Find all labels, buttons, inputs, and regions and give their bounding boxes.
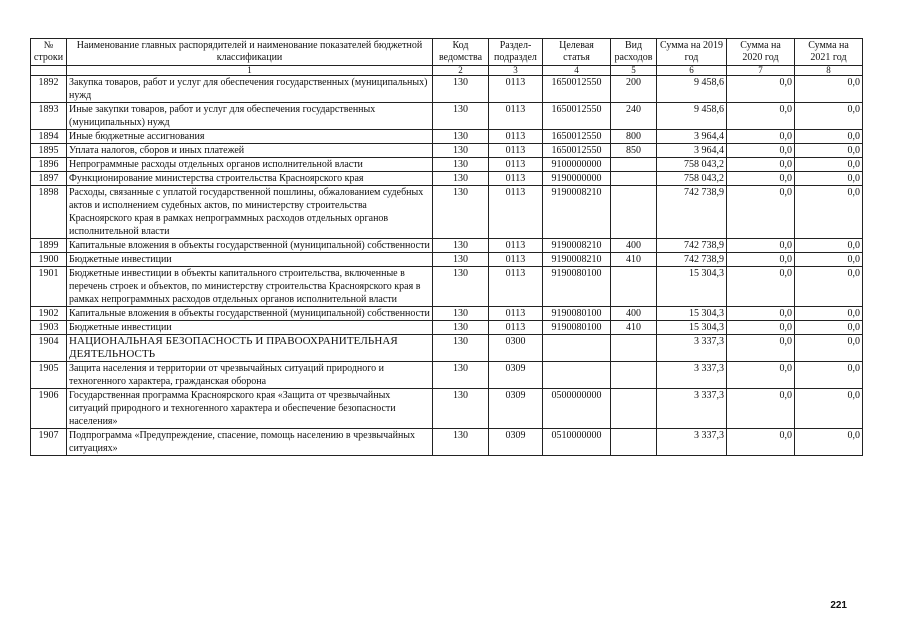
row-name: Капитальные вложения в объекты государственной (муниципальной) собственности — [67, 307, 433, 321]
sum-2019: 3 337,3 — [657, 362, 727, 389]
dept-code: 130 — [433, 130, 489, 144]
header-expense-kind: Вид расходов — [611, 39, 657, 66]
column-index-row — [31, 66, 863, 76]
row-name: Функционирование министерства строительства Красноярского края — [67, 172, 433, 186]
table-row — [31, 186, 863, 239]
column-index: 2 — [433, 66, 489, 76]
section-code: 0113 — [489, 158, 543, 172]
sum-2020: 0,0 — [727, 362, 795, 389]
sum-2019: 15 304,3 — [657, 321, 727, 335]
sum-2020: 0,0 — [727, 429, 795, 456]
sum-2019: 15 304,3 — [657, 267, 727, 307]
dept-code: 130 — [433, 186, 489, 239]
header-sum-2021: Сумма на 2021 год — [795, 39, 863, 66]
table-row — [31, 335, 863, 362]
column-index: 7 — [727, 66, 795, 76]
sum-2020: 0,0 — [727, 103, 795, 130]
target-article: 9190080100 — [543, 321, 611, 335]
sum-2021: 0,0 — [795, 103, 863, 130]
target-article — [543, 362, 611, 389]
table-row — [31, 130, 863, 144]
table-row — [31, 321, 863, 335]
table-row — [31, 158, 863, 172]
table-row — [31, 362, 863, 389]
sum-2021: 0,0 — [795, 130, 863, 144]
row-number: 1895 — [31, 144, 67, 158]
budget-table — [30, 38, 863, 456]
row-name: Государственная программа Красноярского края «Защита от чрезвычайных ситуаций природного и техногенного характера и обеспечение безопасности населения» — [67, 389, 433, 429]
sum-2021: 0,0 — [795, 389, 863, 429]
row-name: Подпрограмма «Предупреждение, спасение, помощь населению в чрезвычайных ситуациях» — [67, 429, 433, 456]
row-name: Закупка товаров, работ и услуг для обеспечения государственных (муниципальных) нужд — [67, 76, 433, 103]
column-index: 5 — [611, 66, 657, 76]
sum-2020: 0,0 — [727, 253, 795, 267]
sum-2020: 0,0 — [727, 239, 795, 253]
section-code: 0113 — [489, 267, 543, 307]
row-name: Иные бюджетные ассигнования — [67, 130, 433, 144]
expense-kind: 200 — [611, 76, 657, 103]
row-name: Уплата налогов, сборов и иных платежей — [67, 144, 433, 158]
table-row — [31, 307, 863, 321]
section-code: 0309 — [489, 362, 543, 389]
section-code: 0309 — [489, 389, 543, 429]
row-number: 1893 — [31, 103, 67, 130]
sum-2021: 0,0 — [795, 76, 863, 103]
row-number: 1894 — [31, 130, 67, 144]
row-name: Иные закупки товаров, работ и услуг для обеспечения государственных (муниципальных) нужд — [67, 103, 433, 130]
section-code: 0113 — [489, 321, 543, 335]
row-name: Бюджетные инвестиции — [67, 253, 433, 267]
dept-code: 130 — [433, 239, 489, 253]
target-article: 9190080100 — [543, 267, 611, 307]
section-code: 0113 — [489, 307, 543, 321]
sum-2019: 742 738,9 — [657, 239, 727, 253]
column-index: 4 — [543, 66, 611, 76]
column-index: 8 — [795, 66, 863, 76]
column-index: 6 — [657, 66, 727, 76]
sum-2020: 0,0 — [727, 267, 795, 307]
sum-2021: 0,0 — [795, 253, 863, 267]
sum-2021: 0,0 — [795, 144, 863, 158]
section-code: 0113 — [489, 130, 543, 144]
sum-2020: 0,0 — [727, 130, 795, 144]
sum-2020: 0,0 — [727, 307, 795, 321]
row-name: Расходы, связанные с уплатой государственной пошлины, обжалованием судебных актов и исполнением судебных актов, по министерству строительства Красноярского края в рамках непрограммных расходов отдельных органов исполнительной власти — [67, 186, 433, 239]
header-dept-code: Код ведомства — [433, 39, 489, 66]
table-row — [31, 253, 863, 267]
table-row — [31, 239, 863, 253]
expense-kind — [611, 158, 657, 172]
dept-code: 130 — [433, 144, 489, 158]
dept-code: 130 — [433, 158, 489, 172]
section-code: 0300 — [489, 335, 543, 362]
row-number: 1902 — [31, 307, 67, 321]
table-row — [31, 76, 863, 103]
expense-kind: 850 — [611, 144, 657, 158]
sum-2021: 0,0 — [795, 172, 863, 186]
expense-kind: 410 — [611, 321, 657, 335]
sum-2020: 0,0 — [727, 158, 795, 172]
dept-code: 130 — [433, 172, 489, 186]
dept-code: 130 — [433, 429, 489, 456]
sum-2019: 3 964,4 — [657, 144, 727, 158]
table-body — [31, 76, 863, 456]
sum-2019: 15 304,3 — [657, 307, 727, 321]
table-row — [31, 429, 863, 456]
section-code: 0113 — [489, 76, 543, 103]
table-row — [31, 172, 863, 186]
sum-2020: 0,0 — [727, 144, 795, 158]
section-code: 0113 — [489, 239, 543, 253]
dept-code: 130 — [433, 253, 489, 267]
section-code: 0113 — [489, 186, 543, 239]
row-number: 1901 — [31, 267, 67, 307]
target-article: 1650012550 — [543, 103, 611, 130]
row-number: 1905 — [31, 362, 67, 389]
target-article: 9190000000 — [543, 172, 611, 186]
expense-kind — [611, 186, 657, 239]
section-code: 0309 — [489, 429, 543, 456]
sum-2019: 742 738,9 — [657, 186, 727, 239]
row-number: 1897 — [31, 172, 67, 186]
sum-2021: 0,0 — [795, 321, 863, 335]
target-article: 9190080100 — [543, 307, 611, 321]
sum-2021: 0,0 — [795, 158, 863, 172]
target-article: 1650012550 — [543, 76, 611, 103]
sum-2021: 0,0 — [795, 307, 863, 321]
dept-code: 130 — [433, 76, 489, 103]
sum-2020: 0,0 — [727, 389, 795, 429]
expense-kind — [611, 335, 657, 362]
target-article: 9190008210 — [543, 239, 611, 253]
target-article: 9190008210 — [543, 253, 611, 267]
sum-2020: 0,0 — [727, 76, 795, 103]
column-index — [31, 66, 67, 76]
row-name: Бюджетные инвестиции — [67, 321, 433, 335]
header-sum-2019: Сумма на 2019 год — [657, 39, 727, 66]
sum-2021: 0,0 — [795, 239, 863, 253]
sum-2020: 0,0 — [727, 321, 795, 335]
target-article: 0500000000 — [543, 389, 611, 429]
row-name: Капитальные вложения в объекты государственной (муниципальной) собственности — [67, 239, 433, 253]
row-number: 1906 — [31, 389, 67, 429]
sum-2020: 0,0 — [727, 172, 795, 186]
header-row-number: № строки — [31, 39, 67, 66]
sum-2021: 0,0 — [795, 429, 863, 456]
page-number: 221 — [830, 600, 847, 611]
row-number: 1904 — [31, 335, 67, 362]
sum-2020: 0,0 — [727, 186, 795, 239]
section-code: 0113 — [489, 103, 543, 130]
header-section: Раздел-подраздел — [489, 39, 543, 66]
sum-2021: 0,0 — [795, 267, 863, 307]
sum-2019: 3 337,3 — [657, 335, 727, 362]
dept-code: 130 — [433, 307, 489, 321]
sum-2019: 758 043,2 — [657, 172, 727, 186]
target-article: 9190008210 — [543, 186, 611, 239]
sum-2019: 3 337,3 — [657, 429, 727, 456]
table-header — [31, 39, 863, 76]
column-index: 1 — [67, 66, 433, 76]
expense-kind: 410 — [611, 253, 657, 267]
table-row — [31, 389, 863, 429]
header-name: Наименование главных распорядителей и наименование показателей бюджетной классификации — [67, 39, 433, 66]
sum-2019: 9 458,6 — [657, 103, 727, 130]
sum-2019: 9 458,6 — [657, 76, 727, 103]
row-number: 1892 — [31, 76, 67, 103]
header-target-article: Целевая статья — [543, 39, 611, 66]
section-code: 0113 — [489, 172, 543, 186]
expense-kind — [611, 362, 657, 389]
expense-kind: 400 — [611, 239, 657, 253]
sum-2019: 3 337,3 — [657, 389, 727, 429]
target-article: 0510000000 — [543, 429, 611, 456]
dept-code: 130 — [433, 362, 489, 389]
dept-code: 130 — [433, 321, 489, 335]
expense-kind — [611, 389, 657, 429]
sum-2019: 758 043,2 — [657, 158, 727, 172]
sum-2019: 3 964,4 — [657, 130, 727, 144]
target-article: 1650012550 — [543, 144, 611, 158]
target-article — [543, 335, 611, 362]
expense-kind — [611, 172, 657, 186]
section-code: 0113 — [489, 253, 543, 267]
sum-2021: 0,0 — [795, 186, 863, 239]
dept-code: 130 — [433, 103, 489, 130]
expense-kind — [611, 267, 657, 307]
row-number: 1899 — [31, 239, 67, 253]
column-index: 3 — [489, 66, 543, 76]
expense-kind: 240 — [611, 103, 657, 130]
table-row — [31, 267, 863, 307]
expense-kind — [611, 429, 657, 456]
expense-kind: 800 — [611, 130, 657, 144]
table-row — [31, 144, 863, 158]
header-sum-2020: Сумма на 2020 год — [727, 39, 795, 66]
row-name: Непрограммные расходы отдельных органов исполнительной власти — [67, 158, 433, 172]
dept-code: 130 — [433, 267, 489, 307]
target-article: 1650012550 — [543, 130, 611, 144]
row-name: Защита населения и территории от чрезвычайных ситуаций природного и техногенного характера, гражданская оборона — [67, 362, 433, 389]
dept-code: 130 — [433, 335, 489, 362]
sum-2019: 742 738,9 — [657, 253, 727, 267]
target-article: 9100000000 — [543, 158, 611, 172]
dept-code: 130 — [433, 389, 489, 429]
sum-2020: 0,0 — [727, 335, 795, 362]
section-code: 0113 — [489, 144, 543, 158]
sum-2021: 0,0 — [795, 362, 863, 389]
row-name: НАЦИОНАЛЬНАЯ БЕЗОПАСНОСТЬ И ПРАВООХРАНИТЕЛЬНАЯ ДЕЯТЕЛЬНОСТЬ — [67, 335, 433, 362]
row-number: 1903 — [31, 321, 67, 335]
sum-2021: 0,0 — [795, 335, 863, 362]
row-name: Бюджетные инвестиции в объекты капитального строительства, включенные в перечень строек и объектов, по министерству строительства Красноярского края в рамках непрограммных расходов отдельных органов исполнительной власти — [67, 267, 433, 307]
expense-kind: 400 — [611, 307, 657, 321]
row-number: 1900 — [31, 253, 67, 267]
row-number: 1907 — [31, 429, 67, 456]
table-row — [31, 103, 863, 130]
row-number: 1898 — [31, 186, 67, 239]
row-number: 1896 — [31, 158, 67, 172]
